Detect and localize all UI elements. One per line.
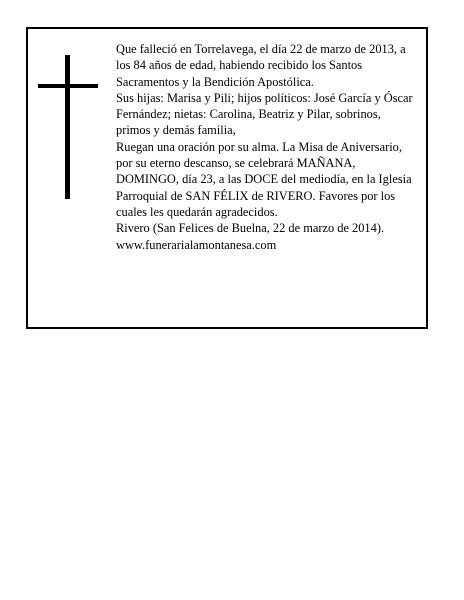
notice-website: www.funerarialamontanesa.com <box>116 237 277 252</box>
notice-paragraph-place-date: Rivero (San Felices de Buelna, 22 de marzo de 2014). <box>116 221 385 236</box>
cross-vertical-bar <box>65 55 70 199</box>
notice-paragraph-mass: Ruegan una oración por su alma. La Misa de Aniversario, por su eterno descanso, se celebrará MAÑANA, DOMINGO, día 23, a las DOCE del mediodía, en la Iglesia Parroquial de SAN FÉLIX de RIVERO. Favores por los cuales les quedarán agradecidos. <box>116 139 412 219</box>
cross-horizontal-bar <box>38 84 98 88</box>
cross-icon <box>38 55 98 199</box>
notice-text <box>116 41 414 253</box>
obituary-notice <box>26 27 428 329</box>
notice-paragraph-death: Que falleció en Torrelavega, el día 22 de marzo de 2013, a los 84 años de edad, habiendo recibido los Santos Sacramentos y la Bendición Apostólica. <box>116 42 406 89</box>
notice-paragraph-family: Sus hijas: Marisa y Pili; hijos políticos: José García y Óscar Fernández; nietas: Carolina, Beatriz y Pilar, sobrinos, primos y demás familia, <box>116 90 413 138</box>
